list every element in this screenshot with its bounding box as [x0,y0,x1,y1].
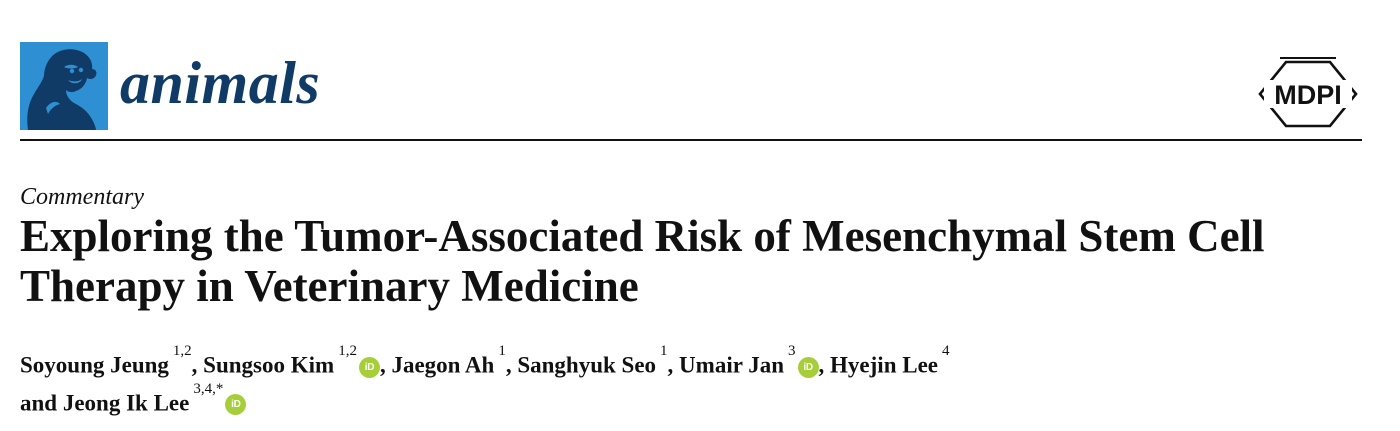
author-name[interactable]: Soyoung Jeung [20,352,169,378]
journal-header [0,0,1400,140]
article-title [20,211,1380,311]
author-name[interactable]: Jeong Ik Lee [62,390,190,416]
article-title-line: Exploring the Tumor-Associated Risk of Mesenchymal Stem Cell [20,211,1265,261]
author-separator: , [667,352,674,378]
author-affiliation: 1,2 [172,343,192,359]
author-affiliation: 1 [660,343,668,359]
orcid-icon[interactable]: iD [798,357,819,378]
author-affiliation: 1,2 [338,343,357,359]
journal-logo [20,42,108,130]
chimpanzee-silhouette-icon [20,42,108,130]
article-type: Commentary [20,184,144,210]
author-list [20,344,1380,419]
author-separator: , [191,352,198,378]
author-name[interactable]: Sanghyuk Seo [517,352,657,378]
author-separator: , [818,352,825,378]
author-name[interactable]: Sungsoo Kim [203,352,335,378]
author-conjunction: and [20,390,58,416]
author-affiliation: 3,4,* [193,380,224,397]
orcid-icon[interactable]: iD [359,357,380,378]
publisher-logo-text: MDPI [1274,80,1342,110]
mdpi-hexagon-icon [1252,56,1364,132]
author-line [20,344,1380,382]
journal-name: animals [120,50,321,116]
author-separator: , [379,352,386,378]
author-name[interactable]: Umair Jan [679,352,785,378]
author-affiliation: 3 [788,343,796,359]
author-affiliation: 1 [498,343,506,359]
publisher-logo [1252,56,1364,132]
author-separator: , [505,352,512,378]
author-name[interactable]: Jaegon Ah [391,352,495,378]
article-title-line: Therapy in Veterinary Medicine [20,261,639,311]
header-divider [20,139,1362,141]
author-affiliation: 4 [942,343,950,359]
author-name[interactable]: Hyejin Lee [830,352,938,378]
orcid-icon[interactable]: iD [225,394,246,415]
author-line [20,382,1380,420]
